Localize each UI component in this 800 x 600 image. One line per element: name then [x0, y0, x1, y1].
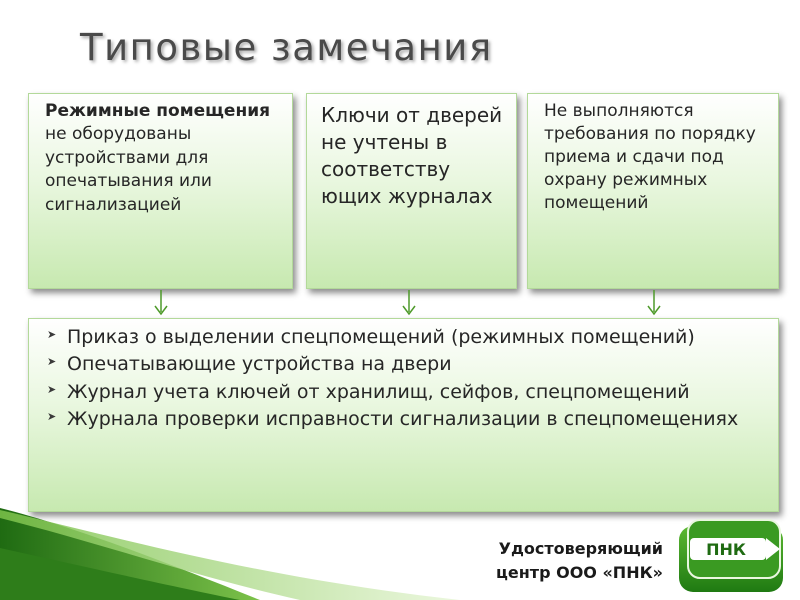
list-item-text: Приказ о выделении спецпомещений (режимных помещений) — [67, 326, 695, 348]
down-arrow-icon — [645, 290, 663, 318]
list-item-text: Журнала проверки исправности сигнализации в спецпомещениях — [67, 407, 739, 430]
remark-box-premises — [28, 93, 293, 289]
org-line-1: Удостоверяющий — [498, 539, 663, 558]
page-title: Типовые замечания — [80, 26, 493, 69]
down-arrow-icon — [152, 290, 170, 318]
arrow-bullet-icon: ➤ — [47, 355, 57, 369]
remark-box-requirements — [527, 93, 779, 289]
list-item-text: Опечатывающие устройства на двери — [67, 353, 452, 376]
remark-text: Ключи от дверей не учтены в соответству ющих журналах — [321, 103, 503, 208]
logo-text: ПНК — [706, 540, 746, 559]
down-arrow-icon — [400, 290, 418, 318]
arrow-bullet-icon: ➤ — [47, 382, 57, 396]
organization-name — [445, 537, 663, 585]
pnk-logo-icon — [676, 518, 786, 596]
remark-text: не оборудованы устройствами для опечатывания или сигнализацией — [45, 124, 212, 215]
list-item — [47, 380, 768, 405]
org-line-2: центр ООО «ПНК» — [496, 563, 663, 582]
measures-list — [47, 325, 768, 432]
arrow-bullet-icon: ➤ — [47, 409, 57, 423]
list-item — [47, 325, 768, 350]
list-item-text: Журнал учета ключей от хранилищ, сейфов, спецпомещений — [67, 380, 690, 403]
remark-text: Не выполняются требования по порядку приема и сдачи под охрану режимных помещений — [544, 101, 756, 214]
list-item — [47, 407, 768, 432]
remark-bold-text: Режимные помещения — [45, 101, 271, 121]
remark-box-keys — [306, 93, 517, 289]
arrow-bullet-icon: ➤ — [47, 328, 57, 341]
measures-box — [28, 318, 779, 512]
list-item — [47, 352, 768, 377]
decorative-ribbon — [0, 508, 460, 600]
